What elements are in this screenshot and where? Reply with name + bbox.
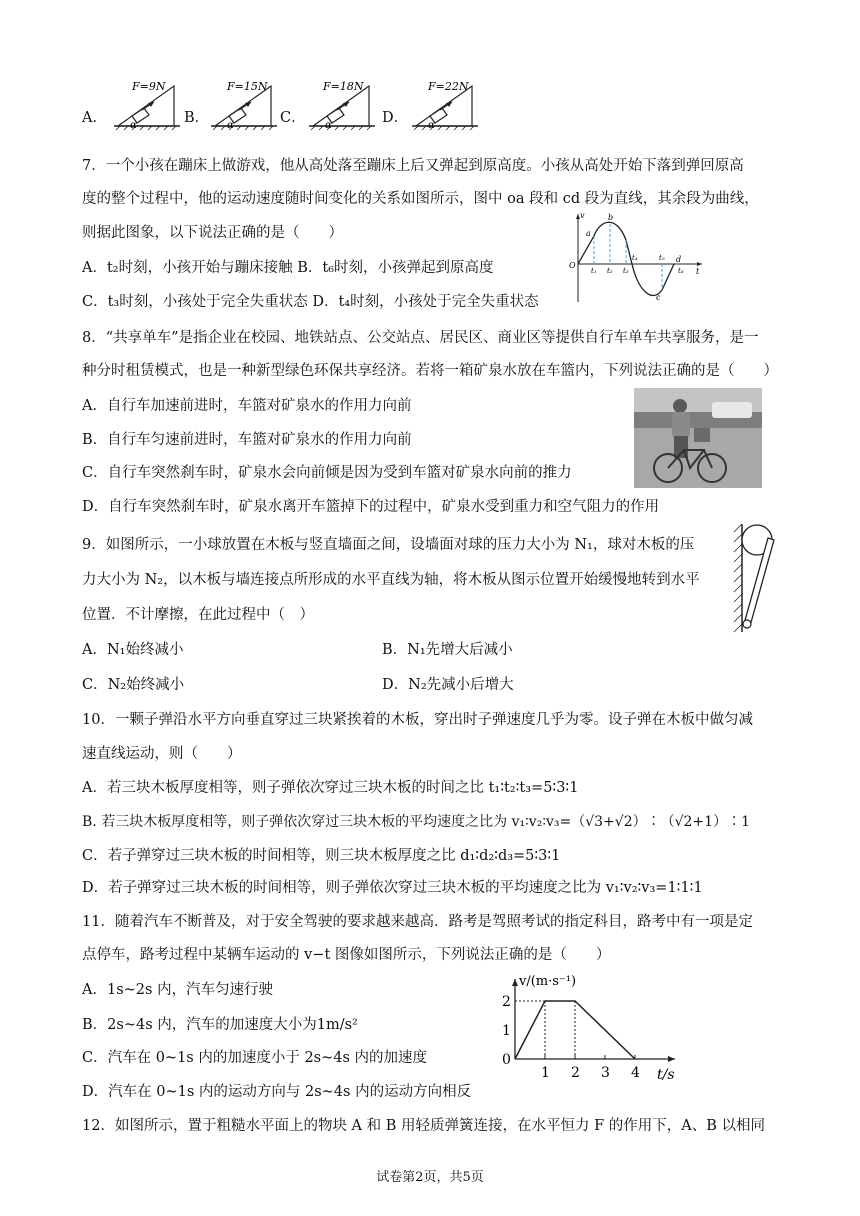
- q8-option-a: A．自行车加速前进时，车篮对矿泉水的作用力向前: [82, 398, 412, 414]
- q6-option-b-label: B．: [184, 110, 210, 126]
- q11-option-d: D．汽车在 0~1s 内的运动方向与 2s~4s 内的运动方向相反: [82, 1084, 472, 1100]
- q9-option-c: C．N₂始终减小: [82, 677, 185, 693]
- x-tick-label: 2: [571, 1065, 580, 1081]
- x-tick-label: 3: [601, 1065, 610, 1081]
- q11-vt-chart: [495, 975, 685, 1095]
- q7-tick-t3: t₃: [623, 267, 629, 275]
- q7-vt-graph: [566, 210, 706, 306]
- q7-options-cd: C．t₃时刻，小孩处于完全失重状态 D．t₄时刻，小孩处于完全失重状态: [82, 294, 539, 310]
- x-tick-label: 4: [631, 1065, 640, 1081]
- q9-stem-line-3: 位置．不计摩擦，在此过程中（ ）: [82, 607, 314, 623]
- q6-force-a: F=9N: [132, 80, 166, 93]
- alpha-label: α: [227, 120, 234, 131]
- alpha-label: α: [428, 120, 435, 131]
- q6-option-c-label: C．: [280, 110, 306, 126]
- q7-options-ab: A．t₂时刻，小孩开始与蹦床接触 B．t₆时刻，小孩弹起到原高度: [82, 260, 494, 276]
- alpha-label: α: [130, 120, 137, 131]
- q8-stem-line-1: 8．“共享单车”是指企业在校园、地铁站点、公交站点、居民区、商业区等提供自行车单车共享服务，是一: [82, 330, 759, 346]
- q11-x-axis-label: t/s: [657, 1067, 675, 1083]
- page-footer: 试卷第2页，共5页: [376, 1170, 484, 1185]
- y-tick-label: 2: [502, 994, 511, 1010]
- q6-option-d-label: D．: [382, 110, 409, 126]
- q9-stem-line-1: 9．如图所示，一小球放置在木板与竖直墙面之间，设墙面对球的压力大小为 N₁，球对木板的压: [82, 537, 695, 553]
- q11-stem-line-1: 11．随着汽车不断普及，对于安全驾驶的要求越来越高．路考是驾照考试的指定科目，路考中有一项是定: [82, 914, 753, 930]
- q6-figure-b: [207, 78, 282, 140]
- q7-origin-label: O: [569, 261, 576, 270]
- q10-option-b: B. 若三块木板厚度相等，则子弹依次穿过三块木板的平均速度之比为 v₁∶v₂∶v₃=（√3+√2）∶（√2+1）∶1: [82, 814, 750, 830]
- q12-stem-line-1: 12．如图所示，置于粗糙水平面上的物块 A 和 B 用轻质弹簧连接，在水平恒力 F 的作用下，A、B 以相同: [82, 1118, 766, 1134]
- q7-stem-line-3: 则据此图象，以下说法正确的是（ ）: [82, 225, 343, 241]
- q10-option-d: D．若子弹穿过三块木板的时间相等，则子弹依次穿过三块木板的平均速度之比为 v₁∶v₂∶v₃=1∶1∶1: [82, 880, 703, 896]
- q9-option-b: B．N₁先增大后减小: [382, 642, 513, 658]
- q7-tick-t1: t₁: [591, 267, 597, 275]
- q6-figure-a: [110, 78, 185, 140]
- q7-tick-t2: t₂: [607, 267, 613, 275]
- q11-stem-line-2: 点停车，路考过程中某辆车运动的 v−t 图像如图所示，下列说法正确的是（ ）: [82, 947, 611, 963]
- q8-option-c: C．自行车突然刹车时，矿泉水会向前倾是因为受到车篮对矿泉水向前的推力: [82, 465, 572, 481]
- q7-point-d: d: [676, 255, 682, 264]
- q6-option-a-label: A．: [82, 110, 107, 126]
- q7-t-axis-label: t: [696, 267, 700, 276]
- q11-option-b: B．2s~4s 内，汽车的加速度大小为1m/s²: [82, 1017, 358, 1033]
- q6-force-c: F=18N: [323, 80, 364, 93]
- q11-y-axis-label: v/(m·s⁻¹): [519, 975, 577, 989]
- q9-option-d: D．N₂先减小后增大: [382, 677, 514, 693]
- q7-point-a: a: [586, 229, 591, 238]
- q7-tick-t5: t₅: [659, 254, 665, 262]
- q11-option-a: A．1s~2s 内，汽车匀速行驶: [82, 982, 274, 998]
- q10-option-c: C．若子弹穿过三块木板的时间相等，则三块木板厚度之比 d₁∶d₂∶d₃=5∶3∶1: [82, 848, 561, 864]
- q7-stem-line-2: 度的整个过程中，他的运动速度随时间变化的关系如图所示，图中 oa 段和 cd 段为直线，其余段为曲线，: [82, 191, 759, 207]
- q9-ball-wall-figure: [730, 520, 780, 640]
- y-tick-label: 0: [502, 1052, 511, 1068]
- q7-v-axis-label: v: [580, 211, 585, 220]
- q10-stem-line-2: 速直线运动，则（ ）: [82, 746, 242, 762]
- q7-point-c: c: [656, 293, 661, 302]
- q6-figure-d: [408, 78, 483, 140]
- q10-stem-line-1: 10．一颗子弹沿水平方向垂直穿过三块紧挨着的木板，穿出时子弹速度几乎为零。设子弹在木板中做匀减: [82, 712, 753, 728]
- q9-stem-line-2: 力大小为 N₂，以木板与墙连接点所形成的水平直线为轴，将木板从图示位置开始缓慢地转到水平: [82, 572, 700, 588]
- q6-figure-c: [305, 78, 380, 140]
- q7-tick-t4: t₄: [632, 254, 638, 262]
- alpha-label: α: [325, 120, 332, 131]
- q8-bicycle-photo: [634, 388, 762, 488]
- q11-option-c: C．汽车在 0~1s 内的加速度小于 2s~4s 内的加速度: [82, 1050, 428, 1066]
- y-tick-label: 1: [502, 1023, 511, 1039]
- q6-force-d: F=22N: [428, 80, 469, 93]
- q8-option-d: D．自行车突然刹车时，矿泉水离开车篮掉下的过程中，矿泉水受到重力和空气阻力的作用: [82, 499, 660, 515]
- q7-point-b: b: [608, 213, 614, 222]
- x-tick-label: 1: [541, 1065, 550, 1081]
- q8-option-b: B．自行车匀速前进时，车篮对矿泉水的作用力向前: [82, 432, 412, 448]
- q8-stem-line-2: 种分时租赁模式，也是一种新型绿色环保共享经济。若将一箱矿泉水放在车篮内，下列说法正确的是（ ）: [82, 363, 778, 379]
- q10-option-a: A．若三块木板厚度相等，则子弹依次穿过三块木板的时间之比 t₁∶t₂∶t₃=5∶3∶1: [82, 780, 579, 796]
- q6-force-b: F=15N: [227, 80, 268, 93]
- q7-tick-t6: t₆: [678, 267, 684, 275]
- q7-stem-line-1: 7．一个小孩在蹦床上做游戏，他从高处落至蹦床上后又弹起到原高度。小孩从高处开始下落到弹回原高: [82, 158, 744, 174]
- q9-option-a: A．N₁始终减小: [82, 642, 184, 658]
